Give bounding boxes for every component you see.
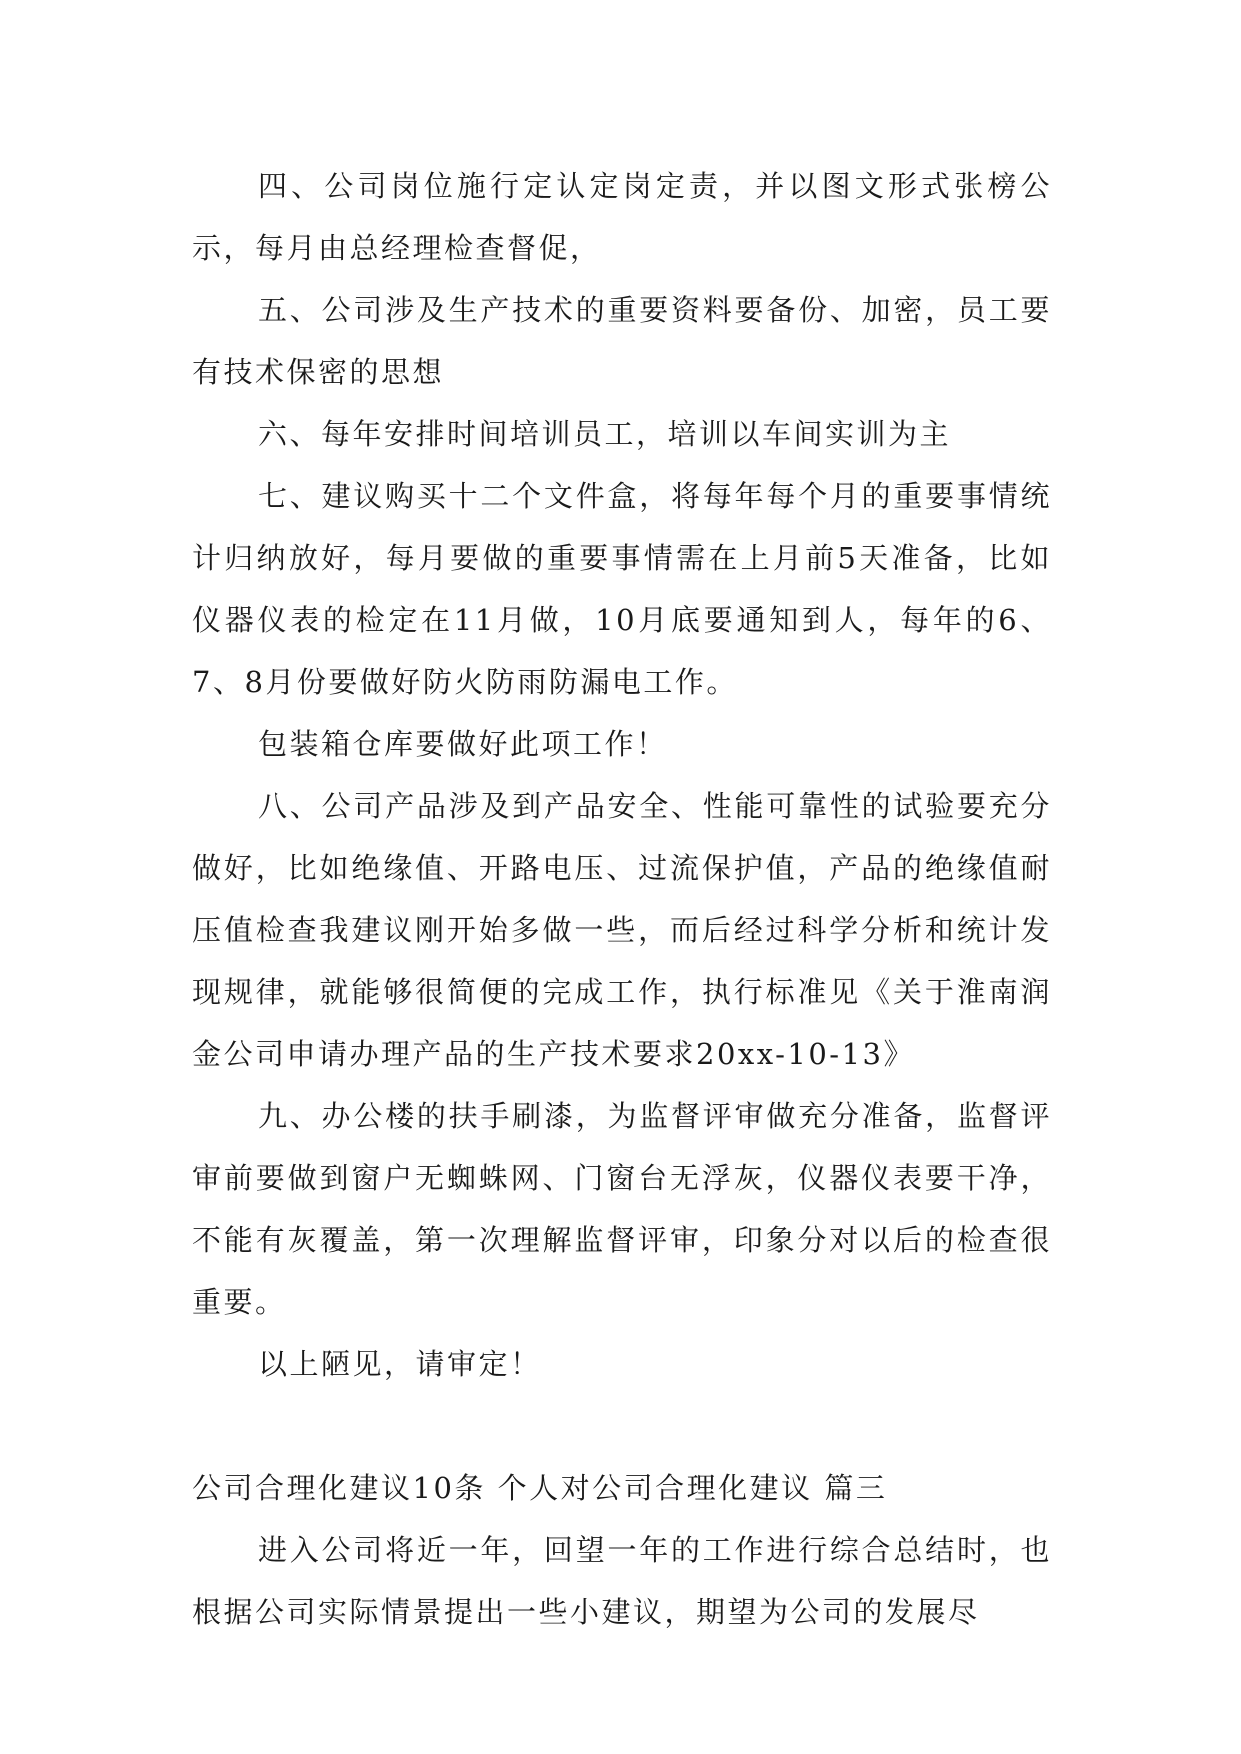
paragraph-packaging-note: 包装箱仓库要做好此项工作！ — [258, 727, 668, 761]
section-heading: 公司合理化建议10条 个人对公司合理化建议 篇三 — [192, 1471, 888, 1505]
paragraph-item-9: 九、办公楼的扶手刷漆，为监督评审做充分准备，监督评审前要做到窗户无蜘蛛网、门窗台无浮灰，仪器仪表要干净，不能有灰覆盖，第一次理解监督评审，印象分对以后的检查很重要。 — [192, 1099, 1052, 1319]
paragraph-item-5: 五、公司涉及生产技术的重要资料要备份、加密，员工要有技术保密的思想 — [192, 293, 1052, 389]
paragraph-closing: 以上陋见，请审定！ — [258, 1347, 542, 1381]
paragraph-item-6: 六、每年安排时间培训员工，培训以车间实训为主 — [258, 417, 952, 451]
paragraph-item-4: 四、公司岗位施行定认定岗定责，并以图文形式张榜公示，每月由总经理检查督促， — [192, 169, 1052, 265]
document-body — [192, 155, 1052, 1643]
paragraph-item-8: 八、公司产品涉及到产品安全、性能可靠性的试验要充分做好，比如绝缘值、开路电压、过流保护值，产品的绝缘值耐压值检查我建议刚开始多做一些，而后经过科学分析和统计发现规律，就能够很简便的完成工作，执行标准见《关于淮南润金公司申请办理产品的生产技术要求20xx-10-13》 — [192, 789, 1052, 1071]
section-paragraph: 进入公司将近一年，回望一年的工作进行综合总结时，也根据公司实际情景提出一些小建议，期望为公司的发展尽 — [192, 1533, 1052, 1629]
paragraph-item-7: 七、建议购买十二个文件盒，将每年每个月的重要事情统计归纳放好，每月要做的重要事情需在上月前5天准备，比如仪器仪表的检定在11月做，10月底要通知到人，每年的6、7、8月份要做好防火防雨防漏电工作。 — [192, 479, 1052, 699]
